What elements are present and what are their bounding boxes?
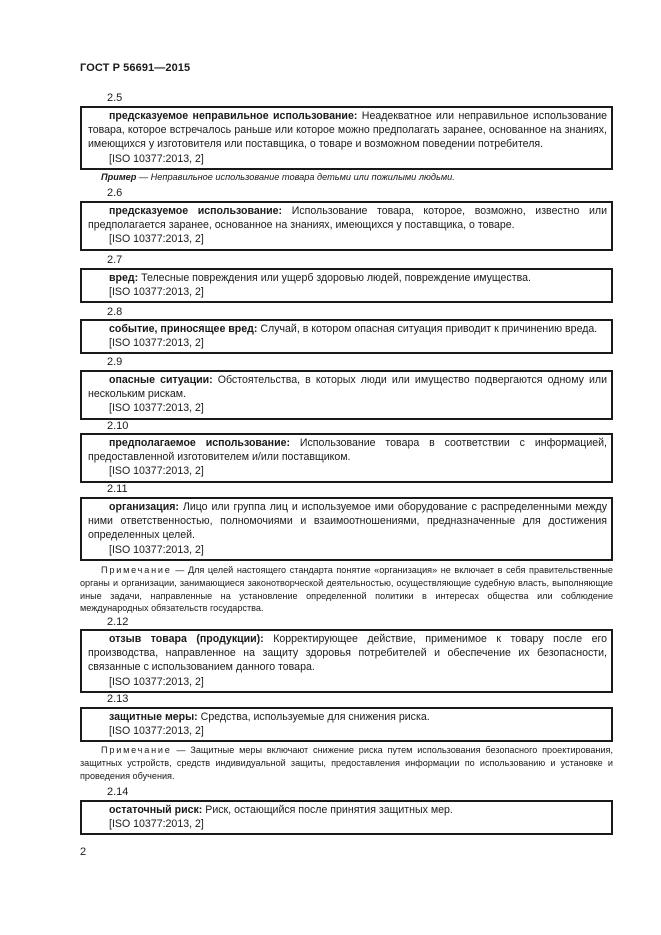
example-note xyxy=(80,172,613,182)
term: организация: xyxy=(109,501,179,513)
term: предсказуемое неправильное использование: xyxy=(109,110,358,122)
example-text: — Неправильное использование товара детьми или пожилыми людьми. xyxy=(136,172,455,182)
document-header: ГОСТ Р 56691—2015 xyxy=(80,62,191,74)
term-definition-box xyxy=(80,268,613,303)
term: опасные ситуации: xyxy=(109,374,213,386)
term: предполагаемое использование: xyxy=(109,437,291,449)
source-reference: [ISO 10377:2013, 2] xyxy=(109,465,204,478)
note-text: — Защитные меры включают снижение риска путем использования безопасного проектирования, защитных устройств, средств индивидуальной защиты, предоставления информации по использованию и установке и проведения обучения. xyxy=(80,745,613,781)
entry-number: 2.12 xyxy=(107,616,129,628)
term-definition-box xyxy=(80,106,613,170)
entry-number: 2.6 xyxy=(107,187,123,199)
definition: Обстоятельства, в которых люди или имущество подвергаются одному или нескольким рискам. xyxy=(88,374,607,401)
entry-number: 2.7 xyxy=(107,254,123,266)
definition: Лицо или группа лиц и используемое ими оборудование с распределенными между ними ответственностью, полномочиями и взаимоотношениями, предназначенные для достижения определенных целей. xyxy=(88,501,607,542)
source-reference: [ISO 10377:2013, 2] xyxy=(109,675,204,688)
definition: Телесные повреждения или ущерб здоровью людей, повреждение имущества. xyxy=(138,272,531,284)
definition: Риск, остающийся после принятия защитных мер. xyxy=(202,804,453,816)
source-reference: [ISO 10377:2013, 2] xyxy=(109,152,204,165)
source-reference: [ISO 10377:2013, 2] xyxy=(109,233,204,246)
term-definition-box xyxy=(80,497,613,561)
note-text: — Для целей настоящего стандарта понятие «организация» не включает в себя правительственные органы и организации, занимающиеся законотворческой деятельностью, осуществляющие судебную власть, выполняющие иные задачи, направленные на установление определенной политики в интересах общества или соблюдение международных обязательств государства. xyxy=(80,565,613,614)
term: предсказуемое использование: xyxy=(109,205,283,217)
term-definition-box xyxy=(80,201,613,251)
entry-number: 2.13 xyxy=(107,693,129,705)
term-definition-box xyxy=(80,319,613,354)
entry-number: 2.14 xyxy=(107,786,129,798)
source-reference: [ISO 10377:2013, 2] xyxy=(109,402,204,415)
term: вред: xyxy=(109,272,139,284)
term: отзыв товара (продукции): xyxy=(109,633,264,645)
term: остаточный риск: xyxy=(109,804,203,816)
definition: Использование товара в соответствии с информацией, предоставленной изготовителем и/или поставщиком. xyxy=(88,437,608,464)
entry-number: 2.9 xyxy=(107,356,123,368)
term-definition-box xyxy=(80,707,613,742)
definition: Средства, используемые для снижения риска. xyxy=(197,711,430,723)
source-reference: [ISO 10377:2013, 2] xyxy=(109,543,204,556)
example-label: Пример xyxy=(101,172,137,182)
note-label: Примечание xyxy=(101,745,172,755)
definition: Неадекватное или неправильное использование товара, которое встречалось раньше или которое можно предполагать заранее, основанное на знаниях, имеющихся у изготовителя или поставщика, о товаре и возможном поведении потребителя. xyxy=(88,110,607,151)
definition: Использование товара, которое, возможно, известно или предполагается заранее, основанное на знаниях, имеющихся у поставщика, о товаре. xyxy=(88,205,607,232)
term-definition-box xyxy=(80,800,613,835)
entry-number: 2.11 xyxy=(107,483,128,495)
note xyxy=(80,564,613,615)
entry-number: 2.5 xyxy=(107,92,123,104)
note-label: Примечание xyxy=(101,565,172,575)
source-reference: [ISO 10377:2013, 2] xyxy=(109,337,204,350)
term-definition-box xyxy=(80,629,613,693)
term-definition-box xyxy=(80,433,613,483)
term: событие, приносящее вред: xyxy=(109,323,258,335)
term-definition-box xyxy=(80,370,613,420)
source-reference: [ISO 10377:2013, 2] xyxy=(109,818,204,831)
source-reference: [ISO 10377:2013, 2] xyxy=(109,725,204,738)
definition: Случай, в котором опасная ситуация приводит к причинению вреда. xyxy=(257,323,598,335)
page-number: 2 xyxy=(80,846,87,858)
term: защитные меры: xyxy=(109,711,198,723)
entry-number: 2.8 xyxy=(107,306,123,318)
entry-number: 2.10 xyxy=(107,420,129,432)
source-reference: [ISO 10377:2013, 2] xyxy=(109,286,204,299)
note xyxy=(80,744,613,782)
definition: Корректирующее действие, применимое к товару после его производства, направленное на защиту здоровья потребителей и обеспечение их безопасности, связанные с использованием данного товара. xyxy=(88,633,608,674)
